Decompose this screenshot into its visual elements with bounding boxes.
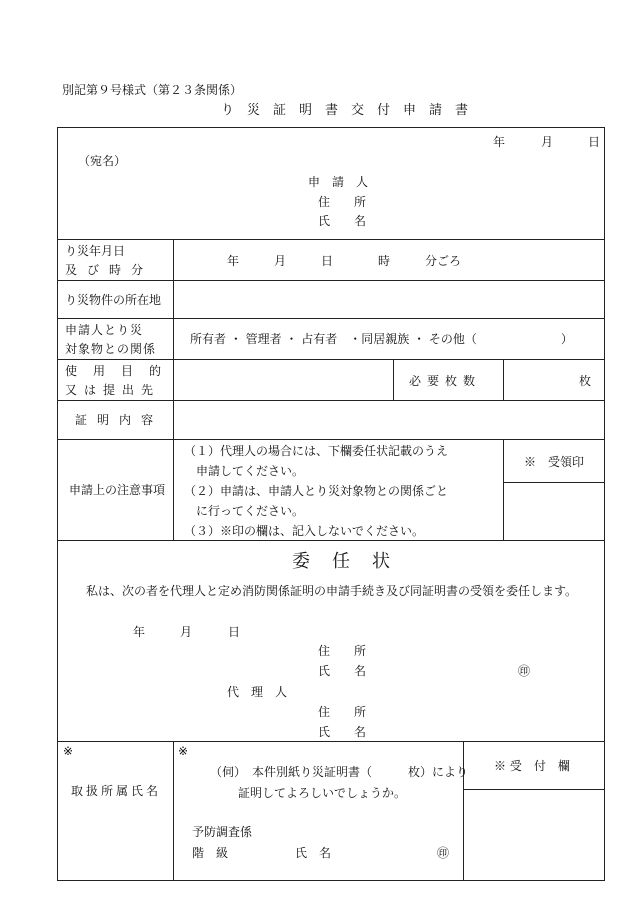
note-line: （３）※印の欄は、記入しないでください。 xyxy=(184,524,425,538)
agent-address-label: 住 所 xyxy=(318,705,367,719)
applicant-label: 申 請 人 xyxy=(308,175,369,189)
addressee: （宛名） xyxy=(78,154,127,168)
date-month: 月 xyxy=(541,135,554,149)
note-line: （２）申請は、申請人とり災対象物との関係ごと xyxy=(184,484,449,498)
relation-label-1: 申請人とり災 xyxy=(65,323,144,337)
delegation-title: 委 任 状 xyxy=(292,551,392,572)
inquiry-line-2: 証明してよろしいでしょうか。 xyxy=(238,786,407,800)
date-day: 日 xyxy=(588,135,601,149)
label-column-divider xyxy=(173,239,174,540)
disaster-date-label-2: 及び時分 xyxy=(65,263,154,277)
reception-label: ※ 受 付 欄 xyxy=(494,759,570,773)
form-number: 別記第９号様式（第２３条関係） xyxy=(62,83,243,97)
inquiry-line-1: （伺） 本件別紙り災証明書（ 枚）により xyxy=(210,765,469,779)
disaster-hour: 時 xyxy=(378,254,391,268)
row-divider xyxy=(57,540,605,541)
row-divider xyxy=(57,439,605,440)
applicant-address-label: 住 所 xyxy=(318,195,367,209)
delegation-statement: 私は、次の者を代理人と定め消防関係証明の申請手続き及び同証明書の受領を委任します。 xyxy=(86,584,578,598)
agent-label: 代 理 人 xyxy=(227,685,288,699)
note-line: （１）代理人の場合には、下欄委任状記載のうえ xyxy=(184,444,449,458)
purpose-label-1: 使用目的 xyxy=(65,364,178,378)
row-divider xyxy=(57,359,605,360)
delegator-address-label: 住 所 xyxy=(318,644,367,658)
notes-label: 申請上の注意事項 xyxy=(69,483,166,497)
row-divider xyxy=(57,741,605,742)
seal-column-divider xyxy=(503,439,504,540)
date-year: 年 xyxy=(493,135,506,149)
receipt-seal-label: ※ 受領印 xyxy=(524,455,585,469)
certificate-content-label: 証明内容 xyxy=(75,413,164,427)
row-divider xyxy=(57,318,605,319)
disaster-day: 日 xyxy=(321,254,334,268)
agent-name-label: 氏 名 xyxy=(318,725,367,739)
form-title: り 災 証 明 書 交 付 申 請 書 xyxy=(221,103,469,118)
delegator-seal: ㊞ xyxy=(518,664,531,678)
note-line: に行ってください。 xyxy=(184,504,305,518)
reception-divider xyxy=(463,789,605,790)
inspector-label: 予防調査係 xyxy=(192,825,253,839)
row-divider xyxy=(57,280,605,281)
disaster-minute: 分ごろ xyxy=(425,254,462,268)
disaster-year: 年 xyxy=(227,254,240,268)
reception-column-divider xyxy=(463,741,464,881)
handler-label: 取扱所属氏名 xyxy=(71,784,162,798)
applicant-name-label: 氏 名 xyxy=(318,214,367,228)
office-column-divider xyxy=(173,741,174,881)
copies-label: 必要枚数 xyxy=(409,374,482,388)
location-label: り災物件の所在地 xyxy=(65,293,162,307)
copies-divider-left xyxy=(393,359,394,400)
purpose-label-2: 又は提出先 xyxy=(65,383,161,397)
disaster-date-label-1: り災年月日 xyxy=(65,244,126,258)
note-line: 申請してください。 xyxy=(184,464,305,478)
inspector-name-label: 氏 名 xyxy=(295,846,332,860)
delegation-month: 月 xyxy=(180,625,193,639)
inspector-rank-label: 階 級 xyxy=(192,846,229,860)
relation-label-2: 対象物との関係 xyxy=(65,342,157,356)
delegation-day: 日 xyxy=(228,625,241,639)
relation-options: 所有者 ・ 管理者 ・ 占有者 ・同居親族 ・ その他（ ） xyxy=(190,332,573,346)
delegation-year: 年 xyxy=(133,625,146,639)
delegator-name-label: 氏 名 xyxy=(318,664,367,678)
copies-divider-right xyxy=(503,359,504,400)
inspector-seal: ㊞ xyxy=(437,846,450,860)
office-mark: ※ xyxy=(63,744,74,758)
row-divider xyxy=(57,400,605,401)
inquiry-mark: ※ xyxy=(178,744,189,758)
copies-unit: 枚 xyxy=(579,374,592,388)
disaster-month: 月 xyxy=(274,254,287,268)
seal-divider xyxy=(503,482,605,483)
row-divider xyxy=(57,239,605,240)
